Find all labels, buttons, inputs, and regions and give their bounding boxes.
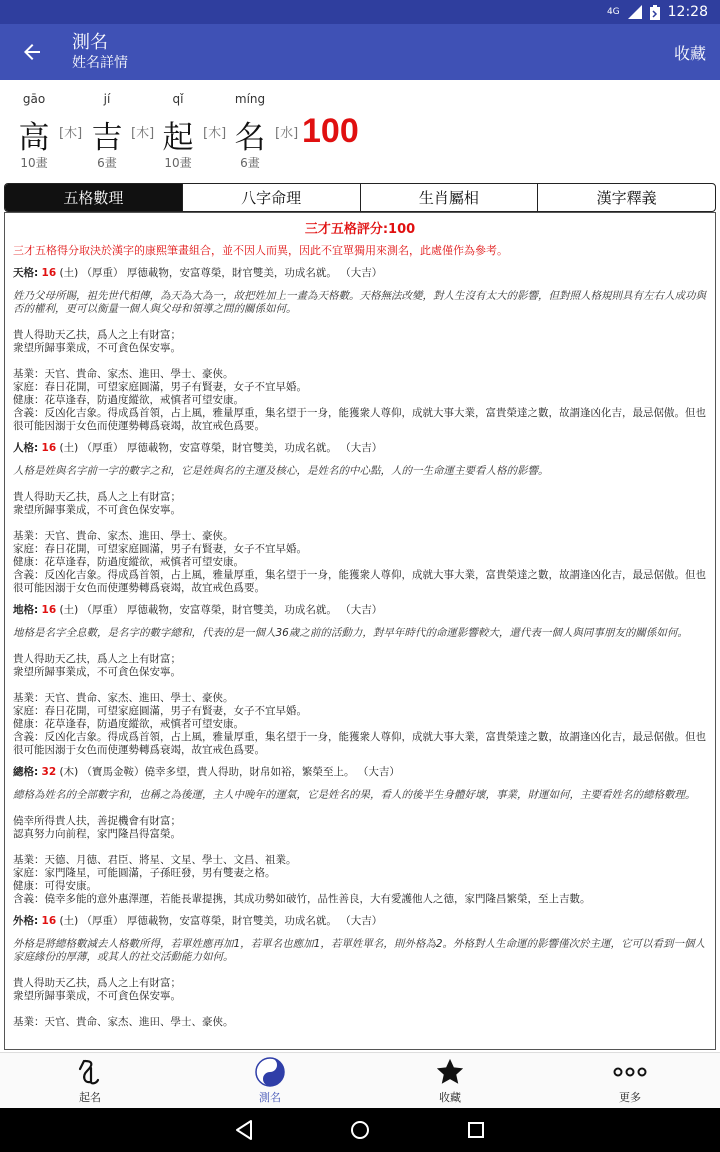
nav-label: 起名 xyxy=(79,1091,101,1104)
back-button[interactable] xyxy=(0,24,64,80)
pinyin: gāo xyxy=(22,92,46,106)
hanzi: 起 xyxy=(162,120,194,156)
pinyin: qǐ xyxy=(172,92,184,106)
analysis-content[interactable] xyxy=(4,212,716,1050)
stroke-count: 6畫 xyxy=(240,156,260,170)
section-number: 32 xyxy=(41,766,57,778)
section-description: 地格是名字全息數，是名字的數字總和，代表的是一個人36歲之前的活動力，對早年時代的命運影響較大，還代表一個人與同事朋友的關係如何。 xyxy=(13,627,688,639)
section-summary: (木) （寶馬金鞍）僥幸多望，貴人得助，財帛如裕，繁榮至上。 （大吉） xyxy=(56,766,400,778)
more-dots-icon xyxy=(613,1066,647,1078)
pinyin: míng xyxy=(234,92,266,106)
element-badge: [木] xyxy=(203,126,227,141)
nav-more[interactable] xyxy=(540,1053,720,1108)
section-label: 天格: xyxy=(13,267,39,279)
status-bar xyxy=(0,0,720,24)
app-bar xyxy=(0,24,720,80)
name-score: 100 xyxy=(302,112,359,150)
notice-text: 三才五格得分取決於漢字的康熙筆畫組合，並不因人而異，因此不宜單獨用來測名，此處僅作為參考。 xyxy=(13,244,508,257)
section-details: 基業：天官、貴命、家杰、進田、學士、豪俠。 家庭：春日花開，可望家庭圓滿，男子有賢妻，女子不宜早婚。 健康：花草逢春，防過度縱欲，戒慎者可望安康。 含義：反凶化吉象。得成爲首領，占上風，雅量厚重，集名望于一身，能獲衆人尊仰，成就大事大業，富貴榮達之數，故謂逢凶化吉，最忌倨傲。但也很可能因溺于女色而使運勢轉爲衰竭，故宜戒色爲要。 xyxy=(13,368,706,432)
nav-qiming[interactable] xyxy=(0,1053,180,1108)
tab-hanzi[interactable]: 漢字釋義 xyxy=(537,184,715,211)
hanzi: 吉 xyxy=(91,120,123,156)
section-details: 基業：天官、貴命、家杰、進田、學士、豪俠。 家庭：春日花開，可望家庭圓滿，男子有賢妻，女子不宜早婚。 健康：花草逢春，防過度縱欲，戒慎者可望安康。 含義：反凶化吉象。得成爲首領，占上風，雅量厚重，集名望于一身，能獲衆人尊仰，成就大事大業，富貴榮達之數，故謂逢凶化吉，最忌倨傲。但也很可能因溺于女色而使運勢轉爲衰竭，故宜戒色爲要。 xyxy=(13,692,706,756)
section-description: 姓乃父母所賜，祖先世代相傳，為天為大為一，故把姓加上一畫為天格數。天格無法改變，對人生沒有太大的影響，但對照人格規則具有左右人成功與否的權利，更可以衡量一個人與父母和領導之間的關係如何。 xyxy=(13,290,706,315)
signal-icon xyxy=(628,5,642,19)
pinyin: jí xyxy=(103,92,111,106)
yin-yang-icon xyxy=(255,1057,285,1087)
section-label: 總格: xyxy=(13,766,39,778)
section-zongge xyxy=(13,766,707,906)
tab-zodiac[interactable]: 生肖屬相 xyxy=(360,184,538,211)
bottom-navigation xyxy=(0,1052,720,1108)
section-summary: (土) （厚重） 厚德載物，安富尊榮，財官雙美，功成名就。 （大吉） xyxy=(56,442,383,454)
section-number: 16 xyxy=(41,442,57,454)
hanzi: 名 xyxy=(234,120,266,156)
element-badge: [木] xyxy=(59,126,83,141)
page-subtitle: 姓名詳情 xyxy=(72,55,128,71)
tab-wuge[interactable]: 五格數理 xyxy=(5,184,182,211)
section-description: 總格為姓名的全部數字和，也稱之為後運，主人中晚年的運氣，它是姓名的果，看人的後半生身體好壞，事業，財運如何，主要看姓名的總格數理。 xyxy=(13,789,696,801)
signal-label: 4G xyxy=(606,7,620,17)
brush-name-icon xyxy=(78,1058,102,1086)
hanzi: 高 xyxy=(18,120,50,156)
section-poem: 貴人得助天乙扶，爲人之上有財富； 衆望所歸事業成，不可貪色保安寧。 xyxy=(13,329,181,354)
favorite-button[interactable]: 收藏 xyxy=(673,43,706,63)
section-renge xyxy=(13,442,707,595)
section-description: 外格是將總格數減去人格數所得，若單姓應再加1，若單名也應加1，若單姓單名，則外格為2。外格對人生命運的影響僅次於主運，它可以看到一個人家庭緣份的厚薄，或其人的社交活動能力如何。 xyxy=(13,938,706,963)
stroke-count: 10畫 xyxy=(164,156,192,170)
tab-bazi[interactable]: 八字命理 xyxy=(182,184,360,211)
section-summary: (土) （厚重） 厚德載物，安富尊榮，財官雙美，功成名就。 （大吉） xyxy=(56,915,383,927)
name-header xyxy=(0,80,720,180)
battery-icon xyxy=(650,5,660,20)
tab-bar xyxy=(4,183,716,212)
section-waige xyxy=(13,915,707,1029)
status-time: 12:28 xyxy=(667,4,708,20)
section-label: 外格: xyxy=(13,915,39,927)
section-poem: 僥幸所得貴人扶，善捉機會有財富； 認真努力向前程，家門隆昌得富榮。 xyxy=(13,815,181,840)
section-details: 基業：天德、月德、君臣、將星、文星、學士、文昌、祖業。 家庭：家門隆星，可能圓滿，子孫旺發，男有雙妻之格。 健康：可得安康。 含義：僥幸多能的意外惠澤運，若能長輩提携，其成功勢如破竹，品性善良，大有愛護他人之德，家門隆昌繁榮，至上吉數。 xyxy=(13,854,591,905)
section-number: 16 xyxy=(41,604,57,616)
section-details: 基業：天官、貴命、家杰、進田、學士、豪俠。 家庭：春日花開，可望家庭圓滿，男子有賢妻，女子不宜早婚。 健康：花草逢春，防過度縱欲，戒慎者可望安康。 含義：反凶化吉象。得成爲首領，占上風，雅量厚重，集名望于一身，能獲衆人尊仰，成就大事大業，富貴榮達之數，故謂逢凶化吉，最忌倨傲。但也很可能因溺于女色而使運勢轉爲衰竭，故宜戒色爲要。 xyxy=(13,530,706,594)
page-title: 測名 xyxy=(72,32,108,53)
section-poem: 貴人得助天乙扶，爲人之上有財富； 衆望所歸事業成，不可貪色保安寧。 xyxy=(13,653,181,678)
nav-ceming[interactable] xyxy=(180,1053,360,1108)
star-icon xyxy=(435,1057,465,1087)
nav-label: 更多 xyxy=(619,1091,641,1104)
section-description: 人格是姓與名字前一字的數字之和，它是姓與名的主運及核心，是姓名的中心點，人的一生命運主要看人格的影響。 xyxy=(13,465,549,477)
section-dige xyxy=(13,604,707,757)
system-back-icon[interactable] xyxy=(233,1119,255,1141)
element-badge: [木] xyxy=(131,126,155,141)
stroke-count: 6畫 xyxy=(97,156,117,170)
section-label: 地格: xyxy=(13,604,39,616)
section-poem: 貴人得助天乙扶，爲人之上有財富； 衆望所歸事業成，不可貪色保安寧。 xyxy=(13,977,181,1002)
nav-favorites[interactable] xyxy=(360,1053,540,1108)
nav-label: 測名 xyxy=(259,1091,281,1104)
system-navigation xyxy=(0,1108,720,1152)
score-title: 三才五格評分:100 xyxy=(304,222,416,237)
section-number: 16 xyxy=(41,915,57,927)
nav-label: 收藏 xyxy=(439,1091,461,1104)
section-label: 人格: xyxy=(13,442,39,454)
section-summary: (土) （厚重） 厚德載物，安富尊榮，財官雙美，功成名就。 （大吉） xyxy=(56,604,383,616)
system-recents-icon[interactable] xyxy=(465,1119,487,1141)
section-tiange xyxy=(13,267,707,433)
element-badge: [水] xyxy=(275,126,299,141)
section-poem: 貴人得助天乙扶，爲人之上有財富； 衆望所歸事業成，不可貪色保安寧。 xyxy=(13,491,181,516)
arrow-back-icon xyxy=(22,42,42,62)
section-details: 基業：天官、貴命、家杰、進田、學士、豪俠。 xyxy=(13,1016,234,1028)
section-number: 16 xyxy=(41,267,57,279)
system-home-icon[interactable] xyxy=(349,1119,371,1141)
section-summary: (土) （厚重） 厚德載物，安富尊榮，財官雙美，功成名就。 （大吉） xyxy=(56,267,383,279)
stroke-count: 10畫 xyxy=(20,156,48,170)
